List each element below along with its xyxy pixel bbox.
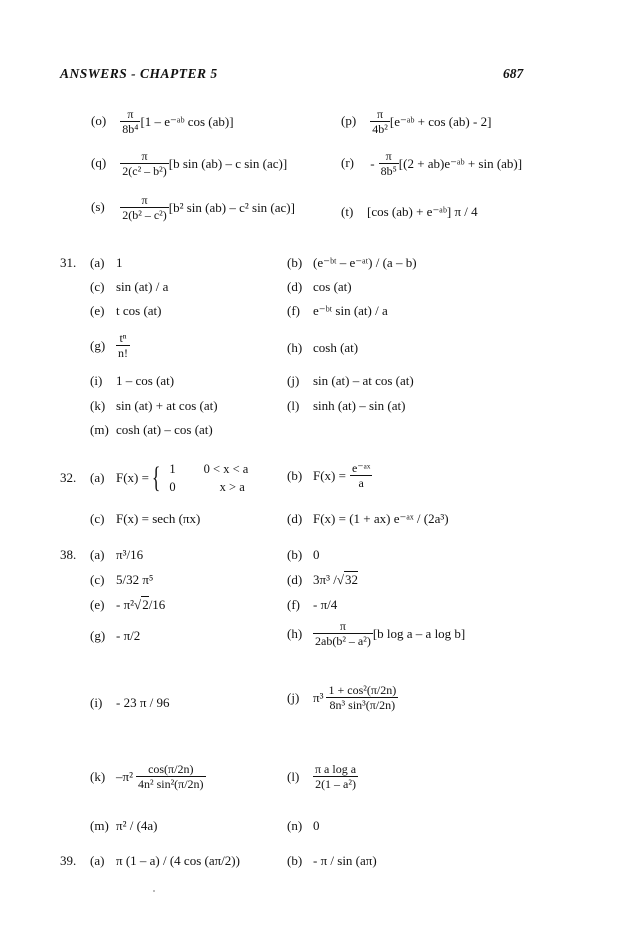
answer-38f: (f) - π/4 xyxy=(287,597,338,612)
answer-31m: (m) cosh (at) – cos (at) xyxy=(90,422,213,437)
answer-31b: (b) (e⁻ᵇᵗ – e⁻ᵃᵗ) / (a – b) xyxy=(287,255,417,270)
answer-38a: 38. (a) π³/16 xyxy=(60,547,144,562)
answer-30q: (q) $\frac{\pi}{\text{2(c² – b²)}}$ [b sin (ab) – c sin (ac)] xyxy=(91,149,288,178)
answer-32d: (d) F(x) = (1 + ax) e⁻ᵃˣ / (2a³) xyxy=(287,511,449,526)
left-brace: { xyxy=(151,461,161,494)
answer-31l: (l) sinh (at) – sin (at) xyxy=(287,398,406,413)
answer-31e: (e) t cos (at) xyxy=(90,303,162,318)
answer-38e: (e) - π²√2/16 xyxy=(90,597,166,612)
answer-32c: (c) F(x) = sech (πx) xyxy=(90,511,201,526)
sqrt-sign: √ xyxy=(134,597,142,612)
answer-31d: (d) cos (at) xyxy=(287,279,352,294)
answer-31h: (h) cosh (at) xyxy=(287,340,359,355)
answer-38n: (n) 0 xyxy=(287,818,320,833)
answer-32a: 32. (a) F(x) ={ 1 0 < x < a 0 x > a xyxy=(60,461,249,494)
answer-38k: (k) –π² $\frac{\cos(\pi/2n)}{\text{4n² sin²(π/2n)}}$ xyxy=(90,762,204,791)
answer-30o: (o) $\frac{\pi}{\text{8b⁴}}$ [1 – e⁻ᵃᵇ cos (ab)] xyxy=(91,107,234,136)
scan-speck xyxy=(153,890,155,892)
answer-31j: (j) sin (at) – at cos (at) xyxy=(287,373,414,388)
answer-38m: (m) π² / (4a) xyxy=(90,818,158,833)
answer-30r: (r) - $\frac{\pi}{\text{8b⁵}}$ [(2 + ab)e⁻ᵃᵇ + sin (ab)] xyxy=(341,149,523,178)
answer-38j: (j) π³ $\frac{\text{1 + cos²(π/2n)}}{\text{8n³ sin³(π/2n)}}$ xyxy=(287,683,397,712)
answer-30p: (p) $\frac{\pi}{\text{4b²}}$ [e⁻ᵃᵇ + cos (ab) - 2] xyxy=(341,107,492,136)
answer-38d: (d) 3π³ /√32 xyxy=(287,572,358,587)
answer-31k: (k) sin (at) + at cos (at) xyxy=(90,398,218,413)
answer-31i: (i) 1 – cos (at) xyxy=(90,373,175,388)
answer-38g: (g) - π/2 xyxy=(90,628,141,643)
answer-39a: 39. (a) π (1 – a) / (4 cos (aπ/2)) xyxy=(60,853,240,868)
answer-31f: (f) e⁻ᵇᵗ sin (at) / a xyxy=(287,303,388,318)
answer-38b: (b) 0 xyxy=(287,547,320,562)
answer-32b: (b) F(x) = $\frac{\text{e⁻ᵃˣ}}{a}$ xyxy=(287,461,371,490)
answer-30s: (s) $\frac{\pi}{\text{2(b² – c²)}}$ [b² sin (ab) – c² sin (ac)] xyxy=(91,193,295,222)
page-number: 687 xyxy=(503,66,524,81)
sqrt-sign: √ xyxy=(336,572,344,587)
answer-38i: (i) - 23 π / 96 xyxy=(90,695,170,710)
answer-31g: (g) $\frac{\text{tⁿ}}{n!}$ xyxy=(90,331,128,360)
answer-31a: 31. (a) 1 xyxy=(60,255,123,270)
answer-30t: (t) [cos (ab) + e⁻ᵃᵇ] π / 4 xyxy=(341,204,478,219)
answer-31c: (c) sin (at) / a xyxy=(90,279,169,294)
answer-38l: (l) $\frac{\text{π a log a}}{\text{2(1 – a²)}}$ xyxy=(287,762,357,791)
answer-39b: (b) - π / sin (aπ) xyxy=(287,853,377,868)
running-header-title: ANSWERS - CHAPTER 5 xyxy=(60,66,218,81)
answer-38h: (h) $\frac{\pi}{\text{2ab(b² – a²)}}$ [b log a – a log b] xyxy=(287,619,466,648)
answer-38c: (c) 5/32 π⁵ xyxy=(90,572,154,587)
